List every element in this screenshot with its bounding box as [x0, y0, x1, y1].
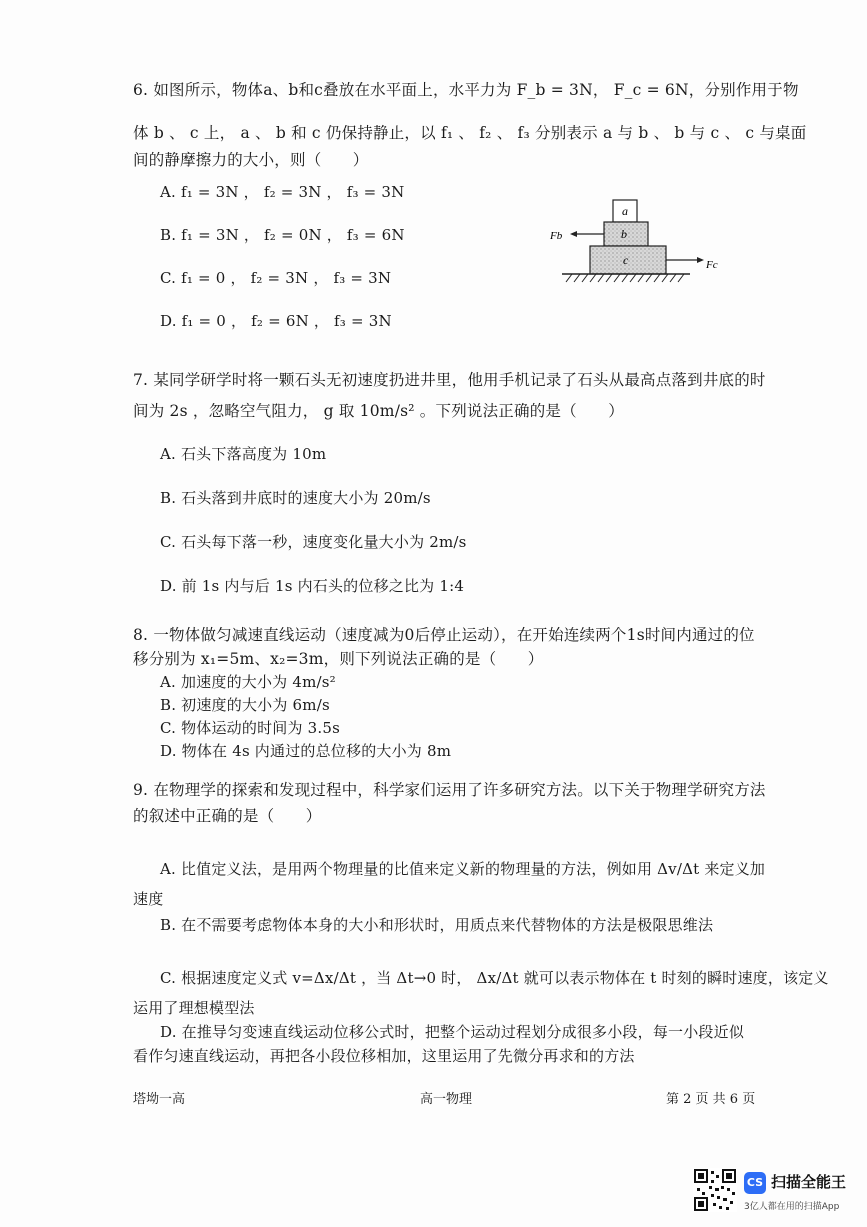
block-b-label: b [621, 227, 627, 241]
footer-subject: 高一物理 [420, 1092, 473, 1107]
q7-stem-line2: 间为 2s ，忽略空气阻力， g 取 10m/s² 。下列说法正确的是（ ） [133, 402, 624, 420]
force-c-arrowhead [697, 257, 704, 263]
stacked-blocks-diagram [540, 192, 730, 292]
q6-stem-line2: 体 b 、 c 上， a 、 b 和 c 仍保持静止，以 f₁ 、 f₂ 、 f₃ 分别表示 a 与 b 、 b 与 c 、 c 与桌面 [133, 124, 807, 142]
block-a-label: a [622, 204, 628, 218]
camscanner-tagline: 3亿人都在用的扫描App [744, 1202, 840, 1212]
q9-option-a-line2: 速度 [133, 890, 164, 908]
q9-option-c-line2: 运用了理想模型法 [133, 999, 255, 1017]
block-c-label: c [623, 253, 629, 267]
q7-option-b: B. 石头落到井底时的速度大小为 20m/s [160, 489, 431, 507]
q8-stem-line2: 移分别为 x₁=5m、x₂=3m，则下列说法正确的是（ ） [133, 650, 544, 668]
ground-hatching [566, 274, 684, 282]
q6-stem-line3: 间的静摩擦力的大小，则（ ） [133, 151, 369, 169]
q9-option-b: B. 在不需要考虑物体本身的大小和形状时，用质点来代替物体的方法是极限思维法 [160, 916, 714, 934]
q6-option-a: A. f₁ = 3N ， f₂ = 3N ， f₃ = 3N [160, 183, 405, 201]
q7-option-c: C. 石头每下落一秒，速度变化量大小为 2m/s [160, 533, 467, 551]
q7-option-a: A. 石头下落高度为 10m [160, 445, 327, 463]
q6-option-b: B. f₁ = 3N ， f₂ = 0N ， f₃ = 6N [160, 226, 405, 244]
q7-stem-line1: 7. 某同学研学时将一颗石头无初速度扔进井里，他用手机记录了石头从最高点落到井底的时 [133, 371, 766, 389]
camscanner-brand-name: 扫描全能王 [771, 1173, 847, 1191]
q8-option-a: A. 加速度的大小为 4m/s² [160, 673, 336, 691]
q6-stem-line1: 6. 如图所示，物体a、b和c叠放在水平面上，水平力为 F_b = 3N， F_c = 6N，分别作用于物 [133, 81, 799, 99]
camscanner-logo: CS [744, 1172, 766, 1194]
q8-stem-line1: 8. 一物体做匀减速直线运动（速度减为0后停止运动），在开始连续两个1s时间内通过的位 [133, 626, 755, 644]
q7-option-d: D. 前 1s 内与后 1s 内石头的位移之比为 1:4 [160, 577, 465, 595]
footer-school: 塔坳一高 [133, 1092, 186, 1107]
qr-code-icon [693, 1168, 737, 1212]
q8-option-b: B. 初速度的大小为 6m/s [160, 696, 330, 714]
q9-stem-line2: 的叙述中正确的是（ ） [133, 807, 322, 825]
q9-option-d-line2: 看作匀速直线运动，再把各小段位移相加，这里运用了先微分再求和的方法 [133, 1047, 635, 1065]
q9-option-a-line1: A. 比值定义法，是用两个物理量的比值来定义新的物理量的方法，例如用 Δv/Δt 来定义加 [160, 860, 766, 878]
q9-stem-line1: 9. 在物理学的探索和发现过程中，科学家们运用了许多研究方法。以下关于物理学研究方法 [133, 781, 766, 799]
footer-page-number: 第 2 页 共 6 页 [666, 1092, 756, 1107]
force-b-label: Fb [550, 230, 563, 242]
q6-option-d: D. f₁ = 0 ， f₂ = 6N ， f₃ = 3N [160, 312, 392, 330]
force-c-label: Fc [706, 259, 718, 271]
q6-option-c: C. f₁ = 0 ， f₂ = 3N ， f₃ = 3N [160, 269, 392, 287]
q9-option-d-line1: D. 在推导匀变速直线运动位移公式时，把整个运动过程划分成很多小段，每一小段近似 [160, 1023, 745, 1041]
q8-option-d: D. 物体在 4s 内通过的总位移的大小为 8m [160, 742, 452, 760]
q8-option-c: C. 物体运动的时间为 3.5s [160, 719, 341, 737]
force-b-arrowhead [570, 231, 577, 237]
q9-option-c-line1: C. 根据速度定义式 v=Δx/Δt ，当 Δt→0 时， Δx/Δt 就可以表示物体在 t 时刻的瞬时速度，该定义 [160, 969, 829, 987]
